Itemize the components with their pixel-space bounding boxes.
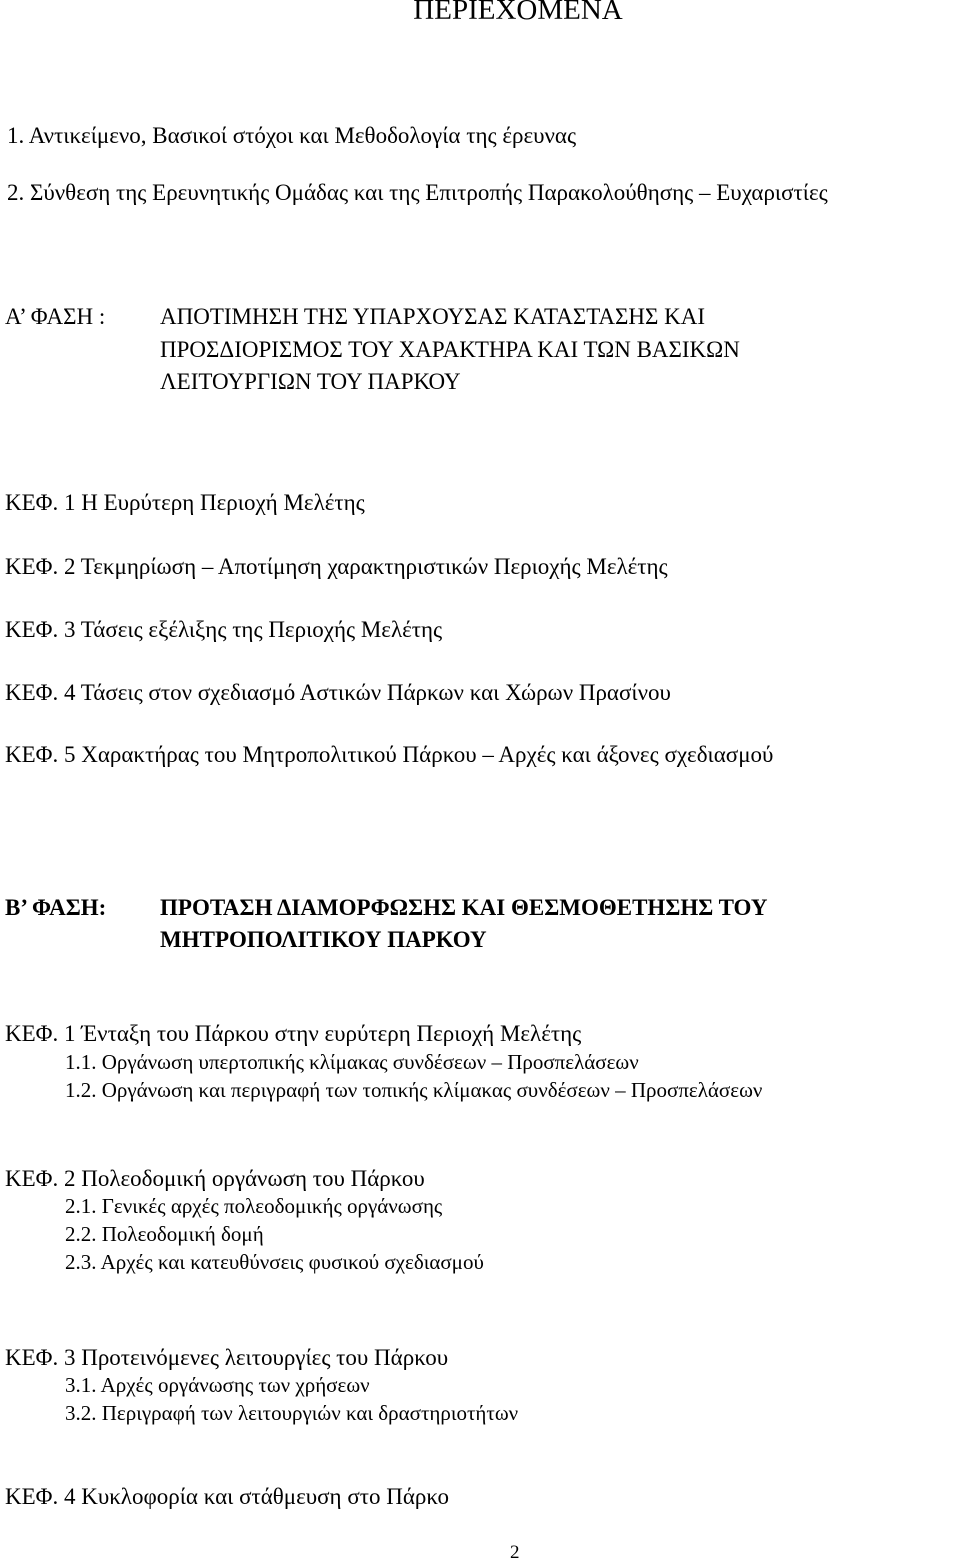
phase-b-section-1-1: 1.1. Οργάνωση υπερτοπικής κλίμακας συνδέσεων – Προσπελάσεων <box>65 1050 639 1074</box>
phase-a-chapter-2: ΚΕΦ. 2 Τεκμηρίωση – Αποτίμηση χαρακτηριστικών Περιοχής Μελέτης <box>5 554 668 579</box>
phase-b-chapter-1: ΚΕΦ. 1 Ένταξη του Πάρκου στην ευρύτερη Περιοχή Μελέτης <box>5 1021 582 1046</box>
phase-b-heading-line-2: ΜΗΤΡΟΠΟΛΙΤΙΚΟΥ ΠΑΡΚΟΥ <box>160 927 487 952</box>
page-number: 2 <box>510 1542 520 1563</box>
intro-item-2: 2. Σύνθεση της Ερευνητικής Ομάδας και της Επιτροπής Παρακολούθησης – Ευχαριστίες <box>7 180 828 205</box>
phase-a-chapter-3: ΚΕΦ. 3 Τάσεις εξέλιξης της Περιοχής Μελέτης <box>5 617 443 642</box>
phase-b-chapter-2: ΚΕΦ. 2 Πολεοδομική οργάνωση του Πάρκου <box>5 1166 425 1191</box>
phase-a-chapter-1: ΚΕΦ. 1 Η Ευρύτερη Περιοχή Μελέτης <box>5 490 365 515</box>
phase-b-section-2-1: 2.1. Γενικές αρχές πολεοδομικής οργάνωσης <box>65 1194 443 1218</box>
phase-b-section-2-3: 2.3. Αρχές και κατευθύνσεις φυσικού σχεδιασμού <box>65 1250 484 1274</box>
page-title: ΠΕΡΙΕΧΟΜΕΝΑ <box>413 0 623 26</box>
phase-b-section-3-1: 3.1. Αρχές οργάνωσης των χρήσεων <box>65 1373 370 1397</box>
phase-a-heading-line-3: ΛΕΙΤΟΥΡΓΙΩΝ ΤΟΥ ΠΑΡΚΟΥ <box>160 369 461 394</box>
phase-b-heading-line-1: ΠΡΟΤΑΣΗ ΔΙΑΜΟΡΦΩΣΗΣ ΚΑΙ ΘΕΣΜΟΘΕΤΗΣΗΣ ΤΟΥ <box>160 895 768 920</box>
phase-b-chapter-3: ΚΕΦ. 3 Προτεινόμενες λειτουργίες του Πάρκου <box>5 1345 449 1370</box>
phase-a-label: Α’ ΦΑΣΗ : <box>5 304 106 329</box>
phase-a-chapter-4: ΚΕΦ. 4 Τάσεις στον σχεδιασμό Αστικών Πάρκων και Χώρων Πρασίνου <box>5 680 671 705</box>
phase-a-chapter-5: ΚΕΦ. 5 Χαρακτήρας του Μητροπολιτικού Πάρκου – Αρχές και άξονες σχεδιασμού <box>5 742 774 767</box>
phase-a-heading-line-2: ΠΡΟΣΔΙΟΡΙΣΜΟΣ ΤΟΥ ΧΑΡΑΚΤΗΡΑ ΚΑΙ ΤΩΝ ΒΑΣΙΚΩΝ <box>160 337 740 362</box>
phase-b-section-2-2: 2.2. Πολεοδομική δομή <box>65 1222 264 1246</box>
phase-b-chapter-4: ΚΕΦ. 4 Κυκλοφορία και στάθμευση στο Πάρκο <box>5 1484 449 1509</box>
intro-item-1: 1. Αντικείμενο, Βασικοί στόχοι και Μεθοδολογία της έρευνας <box>7 123 577 148</box>
phase-a-heading-line-1: ΑΠΟΤΙΜΗΣΗ ΤΗΣ ΥΠΑΡΧΟΥΣΑΣ ΚΑΤΑΣΤΑΣΗΣ ΚΑΙ <box>160 304 706 329</box>
phase-b-label: Β’ ΦΑΣΗ: <box>5 895 107 920</box>
phase-b-section-1-2: 1.2. Οργάνωση και περιγραφή των τοπικής κλίμακας συνδέσεων – Προσπελάσεων <box>65 1078 763 1102</box>
phase-b-section-3-2: 3.2. Περιγραφή των λειτουργιών και δραστηριοτήτων <box>65 1401 519 1425</box>
